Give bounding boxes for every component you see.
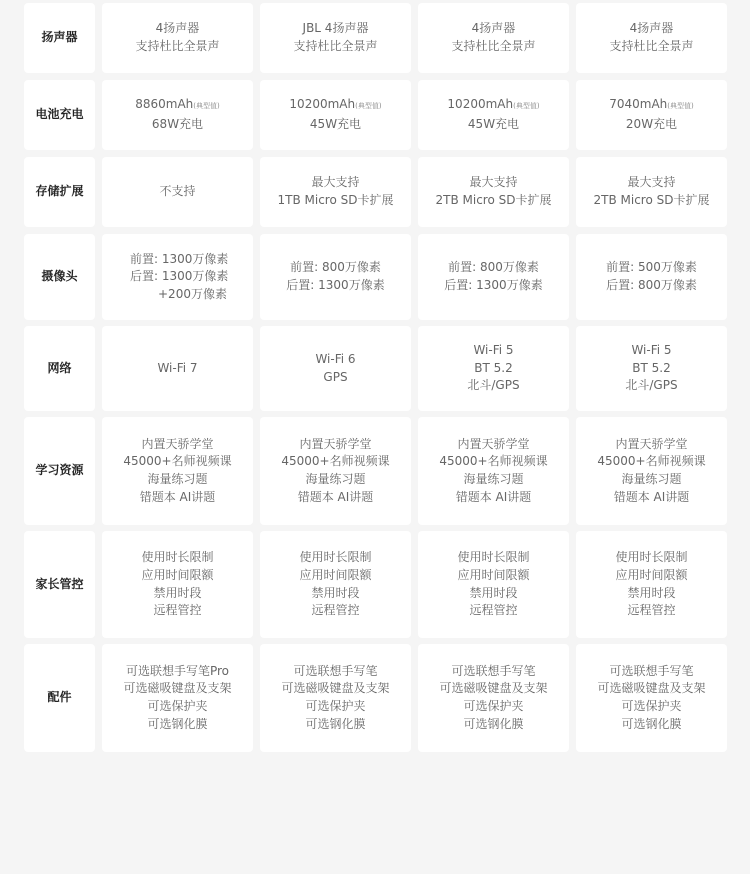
- row-label: 扬声器: [24, 3, 95, 73]
- spec-line: 45000+名师视频课: [123, 454, 232, 469]
- spec-line: 前置: 800万像素: [448, 260, 539, 275]
- row-label: 存储扩展: [24, 157, 95, 227]
- spec-line: 可选钢化膜: [305, 716, 366, 731]
- spec-cell: [260, 234, 411, 320]
- spec-cell: [260, 3, 411, 73]
- spec-line: GPS: [323, 369, 348, 384]
- spec-line: 可选保护夹: [621, 699, 682, 713]
- spec-line: 最大支持: [469, 175, 518, 190]
- spec-line: 可选磁吸键盘及支架: [597, 681, 706, 696]
- spec-line: 前置: 1300万像素: [130, 251, 229, 266]
- typical-value-tag: (典型值): [355, 102, 382, 111]
- spec-line: 禁用时段: [469, 585, 518, 600]
- spec-line: 应用时间限额: [615, 567, 688, 582]
- spec-line: BT 5.2: [632, 360, 671, 375]
- spec-line: +200万像素: [158, 286, 227, 301]
- spec-cell: [260, 326, 411, 411]
- spec-line: 使用时长限制: [457, 550, 530, 565]
- spec-cell: [576, 326, 727, 411]
- spec-line: 北斗/GPS: [625, 378, 678, 393]
- spec-line: 可选钢化膜: [463, 716, 524, 731]
- row-label: 家长管控: [24, 531, 95, 638]
- spec-cell: [576, 80, 727, 150]
- spec-cell: [576, 644, 727, 752]
- spec-line: 禁用时段: [311, 585, 360, 600]
- spec-cell: [576, 234, 727, 320]
- spec-cell: [260, 157, 411, 227]
- spec-cell: [418, 326, 569, 411]
- spec-line: 使用时长限制: [299, 550, 372, 565]
- spec-line: 前置: 500万像素: [606, 260, 697, 275]
- spec-line: 错题本 AI讲题: [613, 489, 690, 504]
- spec-cell: [418, 531, 569, 638]
- spec-line: 错题本 AI讲题: [139, 489, 216, 504]
- spec-line: 远程管控: [469, 603, 518, 618]
- spec-line: 45W充电: [309, 117, 362, 131]
- spec-line: Wi-Fi 7: [157, 360, 198, 375]
- spec-line: 可选联想手写笔: [609, 663, 694, 678]
- spec-line: JBL 4扬声器: [302, 21, 369, 36]
- spec-line: 海量练习题: [305, 472, 366, 486]
- spec-line: 可选保护夹: [463, 699, 524, 713]
- spec-cell: [260, 417, 411, 525]
- spec-cell: [418, 157, 569, 227]
- spec-line: 可选联想手写笔: [293, 663, 378, 678]
- spec-cell: [260, 80, 411, 150]
- typical-value-tag: (典型值): [667, 102, 694, 111]
- spec-line: 2TB Micro SD卡扩展: [593, 193, 710, 207]
- spec-line: 后置: 1300万像素: [130, 269, 229, 284]
- spec-cell: [418, 644, 569, 752]
- spec-cell: [102, 80, 253, 150]
- spec-line: 可选保护夹: [305, 699, 366, 713]
- spec-line: 远程管控: [153, 603, 202, 618]
- spec-cell: [102, 417, 253, 525]
- spec-line: 可选联想手写笔: [451, 663, 536, 678]
- spec-line: 45W充电: [467, 117, 520, 131]
- spec-cell: [418, 234, 569, 320]
- spec-line: Wi-Fi 5: [631, 343, 672, 358]
- spec-line: 应用时间限额: [141, 567, 214, 582]
- spec-cell: [102, 326, 253, 411]
- spec-line: 可选钢化膜: [147, 716, 208, 731]
- spec-line: 海量练习题: [147, 472, 208, 486]
- spec-line: 可选磁吸键盘及支架: [439, 681, 548, 696]
- spec-line: 远程管控: [627, 603, 676, 618]
- row-label: 电池充电: [24, 80, 95, 150]
- spec-cell: [102, 531, 253, 638]
- spec-cell: [102, 157, 253, 227]
- spec-line: 可选磁吸键盘及支架: [123, 681, 232, 696]
- spec-line: 45000+名师视频课: [597, 454, 706, 469]
- spec-cell: [260, 531, 411, 638]
- spec-line: 4扬声器: [471, 21, 516, 36]
- row-label: 网络: [24, 326, 95, 411]
- spec-line: 海量练习题: [621, 472, 682, 486]
- spec-line: 使用时长限制: [141, 550, 214, 565]
- spec-cell: [576, 3, 727, 73]
- spec-comparison-table: [24, 3, 727, 752]
- spec-line: 远程管控: [311, 603, 360, 618]
- spec-line: 内置天骄学堂: [457, 436, 530, 451]
- spec-line: 禁用时段: [627, 585, 676, 600]
- spec-cell: [576, 531, 727, 638]
- spec-line: 使用时长限制: [615, 550, 688, 565]
- spec-cell: [260, 644, 411, 752]
- spec-line: 2TB Micro SD卡扩展: [435, 193, 552, 207]
- spec-line: 4扬声器: [155, 21, 200, 36]
- spec-line: 7040mAh(典型值): [609, 97, 694, 112]
- spec-line: 前置: 800万像素: [290, 260, 381, 275]
- spec-line: Wi-Fi 6: [315, 351, 356, 366]
- spec-line: 8860mAh(典型值): [135, 97, 220, 112]
- row-label: 配件: [24, 644, 95, 752]
- spec-cell: [418, 3, 569, 73]
- spec-line: 可选钢化膜: [621, 716, 682, 731]
- spec-line: 禁用时段: [153, 585, 202, 600]
- spec-line: 45000+名师视频课: [439, 454, 548, 469]
- spec-cell: [418, 417, 569, 525]
- row-label: 摄像头: [24, 234, 95, 320]
- spec-cell: [102, 3, 253, 73]
- typical-value-tag: (典型值): [193, 102, 220, 111]
- spec-line: 后置: 1300万像素: [286, 278, 385, 292]
- spec-line: 可选磁吸键盘及支架: [281, 681, 390, 696]
- spec-cell: [576, 157, 727, 227]
- spec-line: 应用时间限额: [457, 567, 530, 582]
- spec-line: 最大支持: [311, 175, 360, 190]
- spec-line: 不支持: [159, 184, 196, 199]
- spec-line: 海量练习题: [463, 472, 524, 486]
- spec-line: 45000+名师视频课: [281, 454, 390, 469]
- spec-line: 可选保护夹: [147, 699, 208, 713]
- spec-line: 68W充电: [151, 117, 204, 131]
- spec-line: 支持杜比全景声: [135, 39, 220, 53]
- spec-cell: [102, 234, 253, 320]
- spec-line: BT 5.2: [474, 360, 513, 375]
- spec-line: 10200mAh(典型值): [447, 97, 540, 112]
- spec-line: 北斗/GPS: [467, 378, 520, 393]
- spec-cell: [418, 80, 569, 150]
- spec-line: 后置: 1300万像素: [444, 278, 543, 292]
- spec-line: 1TB Micro SD卡扩展: [277, 193, 394, 207]
- row-label: 学习资源: [24, 417, 95, 525]
- spec-line: 错题本 AI讲题: [455, 489, 532, 504]
- spec-line: 错题本 AI讲题: [297, 489, 374, 504]
- spec-line: 应用时间限额: [299, 567, 372, 582]
- spec-line: Wi-Fi 5: [473, 343, 514, 358]
- spec-line: 后置: 800万像素: [606, 278, 697, 292]
- spec-line: 支持杜比全景声: [293, 39, 378, 53]
- spec-line: 支持杜比全景声: [609, 39, 694, 53]
- spec-line: 20W充电: [625, 117, 678, 131]
- spec-line: 4扬声器: [629, 21, 674, 36]
- spec-line: 内置天骄学堂: [299, 436, 372, 451]
- spec-line: 支持杜比全景声: [451, 39, 536, 53]
- spec-line: 可选联想手写笔Pro: [125, 663, 230, 678]
- spec-line: 10200mAh(典型值): [289, 97, 382, 112]
- spec-line: 内置天骄学堂: [615, 436, 688, 451]
- spec-cell: [102, 644, 253, 752]
- spec-cell: [576, 417, 727, 525]
- spec-line: 内置天骄学堂: [141, 436, 214, 451]
- typical-value-tag: (典型值): [513, 102, 540, 111]
- spec-line: 最大支持: [627, 175, 676, 190]
